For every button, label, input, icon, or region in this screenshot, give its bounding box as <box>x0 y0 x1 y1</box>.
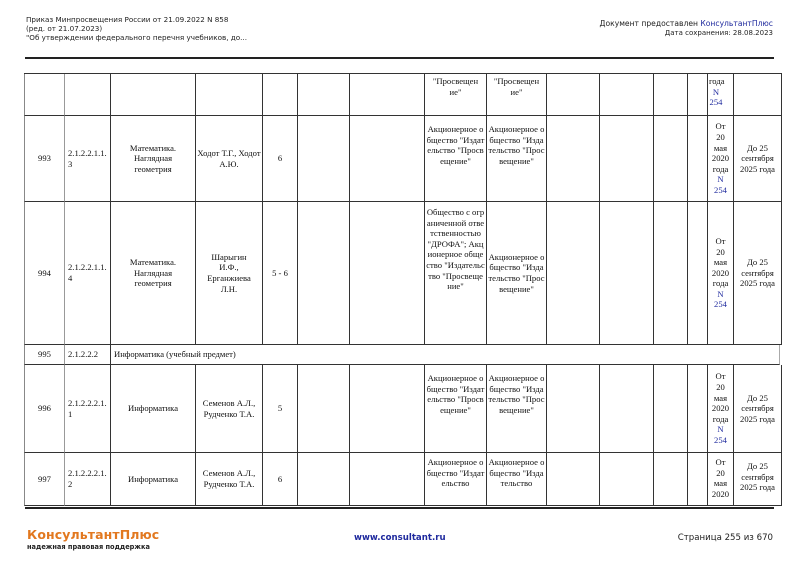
page-number: Страница 255 из 670 <box>677 533 773 543</box>
cell-empty <box>350 453 425 506</box>
cell-empty <box>350 116 425 202</box>
cell-order <box>708 202 734 345</box>
cell-empty <box>654 365 688 453</box>
cell-order <box>708 365 734 453</box>
cell-num: 993 <box>24 116 65 202</box>
cell-authors: Семенов А.Л., Рудченко Т.А. <box>196 453 263 506</box>
cell-empty <box>600 365 654 453</box>
cell-title: Математика. Наглядная геометрия <box>111 202 196 345</box>
cell-empty <box>547 202 600 345</box>
cell-publisher-2: Акционерное общество "Издательство "Просвещение" <box>487 202 547 345</box>
provider-prefix: Документ предоставлен <box>599 19 701 28</box>
cell-authors: Семенов А.Л., Рудченко Т.А. <box>196 365 263 453</box>
cell-empty <box>298 116 350 202</box>
cell-valid-until <box>734 74 782 116</box>
cell-empty <box>298 453 350 506</box>
cell-empty <box>688 74 708 116</box>
cell-publisher: "Просвещен ие" <box>425 74 487 116</box>
order-text: года <box>709 76 725 86</box>
order-link[interactable]: N 254 <box>714 424 727 445</box>
cell-empty <box>600 202 654 345</box>
cell-empty <box>547 74 600 116</box>
cell-empty <box>654 74 688 116</box>
cell-authors: Шарыгин И.Ф., Ерганжиева Л.Н. <box>196 202 263 345</box>
cell-valid-until: До 25 сентября 2025 года <box>734 202 782 345</box>
cell-grade <box>263 74 298 116</box>
cell-empty <box>298 365 350 453</box>
cell-empty <box>654 116 688 202</box>
cell-publisher-2: Акционерное общество "Издательство <box>487 453 547 506</box>
cell-empty <box>298 202 350 345</box>
cell-empty <box>600 74 654 116</box>
cell-empty <box>600 453 654 506</box>
cell-code: 2.1.2.2.2 <box>65 345 111 365</box>
save-date: Дата сохранения: 28.08.2023 <box>664 28 773 37</box>
section-title: Информатика (учебный предмет) <box>111 345 780 365</box>
cell-grade: 5 <box>263 365 298 453</box>
cell-empty <box>350 365 425 453</box>
cell-empty <box>688 453 708 506</box>
header-order-line: Приказ Минпросвещения России от 21.09.2022 N 858 <box>26 15 229 24</box>
cell-empty <box>600 116 654 202</box>
order-text: От 20 мая 2020 года <box>711 371 730 424</box>
cell-code: 2.1.2.2.2.1.1 <box>65 365 111 453</box>
cell-num: 997 <box>24 453 65 506</box>
cell-valid-until: До 25 сентября 2025 года <box>734 116 782 202</box>
cell-empty <box>547 453 600 506</box>
provider-brand-link[interactable]: КонсультантПлюс <box>700 19 773 28</box>
provider-info <box>600 19 773 38</box>
cell-empty <box>298 74 350 116</box>
order-text: От 20 мая 2020 года <box>711 235 730 289</box>
cell-empty <box>688 365 708 453</box>
cell-publisher: Акционерное общество "Издательство "Просвещение" <box>425 365 487 453</box>
cell-publisher: Акционерное общество "Издательство <box>425 453 487 506</box>
order-link[interactable]: N 254 <box>709 86 723 108</box>
cell-order <box>708 74 734 116</box>
cell-empty <box>547 365 600 453</box>
cell-code: 2.1.2.2.1.1.3 <box>65 116 111 202</box>
header-revision-line: (ред. от 21.07.2023) <box>26 24 103 33</box>
cell-num: 996 <box>24 365 65 453</box>
footer-divider <box>25 507 774 509</box>
cell-empty <box>688 202 708 345</box>
cell-num <box>24 74 65 116</box>
header-divider <box>25 57 774 59</box>
cell-empty <box>350 74 425 116</box>
cell-authors: Ходот Т.Г., Ходот А.Ю. <box>196 116 263 202</box>
cell-empty <box>654 202 688 345</box>
cell-grade: 6 <box>263 116 298 202</box>
order-link[interactable]: N 254 <box>714 288 727 310</box>
cell-num: 994 <box>24 202 65 345</box>
document-header <box>26 15 247 42</box>
cell-title: Информатика <box>111 365 196 453</box>
footer-tagline: надежная правовая поддержка <box>27 543 150 551</box>
cell-empty <box>350 202 425 345</box>
cell-valid-until: До 25 сентября 2025 года <box>734 453 782 506</box>
cell-title <box>111 74 196 116</box>
cell-num: 995 <box>24 345 65 365</box>
cell-empty <box>688 116 708 202</box>
cell-publisher: Акционерное общество "Издательство "Просвещение" <box>425 116 487 202</box>
footer-url-link[interactable]: www.consultant.ru <box>354 533 446 543</box>
cell-empty <box>547 116 600 202</box>
cell-authors <box>196 74 263 116</box>
cell-publisher-2: Акционерное общество "Издательство "Просвещение" <box>487 365 547 453</box>
cell-order <box>708 453 734 506</box>
cell-code: 2.1.2.2.2.1.2 <box>65 453 111 506</box>
order-text: От 20 мая 2020 года <box>711 121 730 174</box>
cell-publisher: Общество с ограниченной ответственностью "ДРОФА"; Акционерное общество "Издательство "Просвещение" <box>425 202 487 345</box>
cell-title: Информатика <box>111 453 196 506</box>
cell-code <box>65 74 111 116</box>
cell-code: 2.1.2.2.1.1.4 <box>65 202 111 345</box>
cell-publisher-2: "Просвещен ие" <box>487 74 547 116</box>
cell-empty <box>654 453 688 506</box>
header-title-line: "Об утверждении федерального перечня учебников, до... <box>26 33 247 42</box>
cell-order <box>708 116 734 202</box>
cell-title: Математика. Наглядная геометрия <box>111 116 196 202</box>
cell-grade: 5 - 6 <box>263 202 298 345</box>
order-text: От 20 мая 2020 <box>711 457 730 499</box>
order-link[interactable]: N 254 <box>714 174 727 195</box>
cell-grade: 6 <box>263 453 298 506</box>
footer-brand-logo: КонсультантПлюс <box>27 527 160 542</box>
cell-publisher-2: Акционерное общество "Издательство "Просвещение" <box>487 116 547 202</box>
cell-valid-until: До 25 сентября 2025 года <box>734 365 782 453</box>
